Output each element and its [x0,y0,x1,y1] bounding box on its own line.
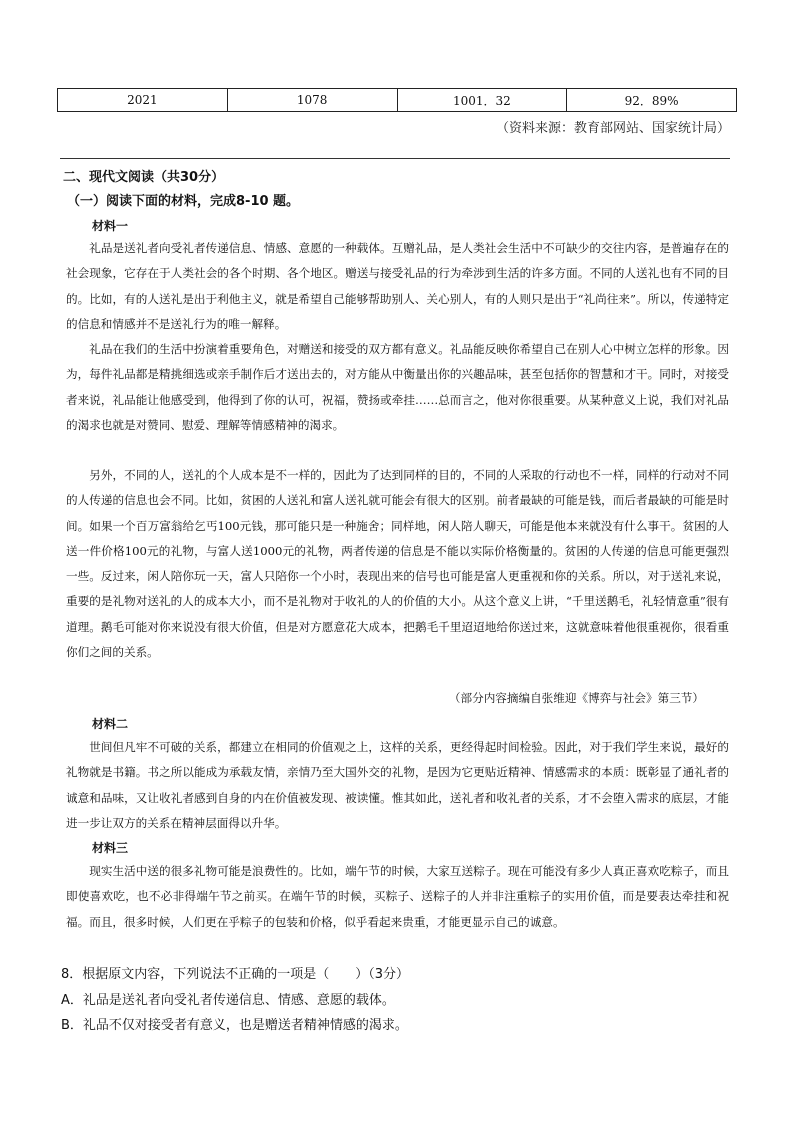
table-cell-value-1: 1078 [227,89,397,112]
material-1-paragraph-3: 另外，不同的人，送礼的个人成本是不一样的，因此为了达到同样的目的，不同的人采取的行动也不一样，同样的行动对不同的人传递的信息也会不同。比如，贫困的人送礼和富人送礼就可能会有很大的区别。前者最缺的可能是钱，而后者最缺的可能是时间。如果一个百万富翁给乞丐100元钱，那可能只是一种施舍；同样地，闲人陪人聊天，可能是他本来就没有什么事干。贫困的人送一件价格100元的礼物，与富人送1000元的礼物，两者传递的信息是不能以实际价格衡量的。贫困的人传递的信息可能更强烈一些。反过来，闲人陪你玩一天，富人只陪你一个小时，表现出来的信号也可能是富人更重视和你的关系。所以，对于送礼来说，重要的是礼物对送礼的人的成本大小，而不是礼物对于收礼的人的价值的大小。从这个意义上讲，“千里送鹅毛，礼轻情意重”很有道理。鹅毛可能对你来说没有很大价值，但是对方愿意花大成本，把鹅毛千里迢迢地给你送过来，这就意味着他很重视你，很看重你们之间的关系。 [66,468,729,660]
section-divider [60,158,730,159]
statistics-table [57,88,737,112]
material-3-label: 材料三 [92,841,129,855]
table-cell-value-2: 1001．32 [397,89,567,112]
material-1-citation: （部分内容摘编自张维迎《博弈与社会》第三节） [448,691,704,705]
material-1-paragraph-1: 礼品是送礼者向受礼者传递信息、情感、意愿的一种载体。互赠礼品，是人类社会生活中不可缺少的交往内容，是普遍存在的社会现象，它存在于人类社会的各个时期、各个地区。赠送与接受礼品的行为牵涉到生活的许多方面。不同的人送礼也有不同的目的。比如，有的人送礼是出于利他主义，就是希望自己能够帮助别人、关心别人，有的人则只是出于“礼尚往来”。所以，传递特定的信息和情感并不是送礼行为的唯一解释。 [66,241,729,331]
material-2-paragraph-1: 世间但凡牢不可破的关系，都建立在相同的价值观之上，这样的关系，更经得起时间检验。因此，对于我们学生来说，最好的礼物就是书籍。书之所以能成为承载友情，亲情乃至大国外交的礼物，是因为它更贴近精神、情感需求的本质：既彰显了通礼者的诚意和品味，又让收礼者感到自身的内在价值被发现、被读懂。惟其如此，送礼者和收礼者的关系，才不会堕入需求的底层，才能进一步让双方的关系在精神层面得以升华。 [66,740,729,830]
question-8-option-b: B．礼品不仅对接受者有意义，也是赠送者精神情感的渴求。 [61,1018,408,1033]
material-2-label: 材料二 [92,717,129,731]
source-note: （资料来源：教育部网站、国家统计局） [495,121,730,136]
table-row [58,89,737,112]
question-8-stem: 8．根据原文内容，下列说法不正确的一项是（ ）（3分） [61,967,410,982]
material-1-paragraph-2: 礼品在我们的生活中扮演着重要角色，对赠送和接受的双方都有意义。礼品能反映你希望自己在别人心中树立怎样的形象。因为，每件礼品都是精挑细选或亲手制作后才送出去的，对方能从中衡量出你的兴趣品味，甚至包括你的智慧和才干。同时，对接受者来说，礼品能让他感受到，他得到了你的认可，祝福，赞扬或牵挂……总而言之，他对你很重要。从某种意义上说，我们对礼品的渴求也就是对赞同、慰爱、理解等情感精神的渴求。 [66,342,729,432]
material-1-label: 材料一 [92,219,129,233]
subsection-title: （一）阅读下面的材料，完成8-10 题。 [67,194,300,209]
question-8-option-a: A．礼品是送礼者向受礼者传递信息、情感、意愿的载体。 [61,993,395,1008]
table-cell-rate: 92．89% [567,89,737,112]
table-cell-year: 2021 [58,89,228,112]
section-title: 二、现代文阅读（共30分） [63,170,225,185]
material-3-paragraph-1: 现实生活中送的很多礼物可能是浪费性的。比如，端午节的时候，大家互送粽子。现在可能没有多少人真正喜欢吃粽子，而且即使喜欢吃，也不必非得端午节之前买。在端午节的时候，买粽子、送粽子的人并非注重粽子的实用价值，而是要表达牵挂和祝福。而且，很多时候，人们更在乎粽子的包装和价格，似乎看起来贵重，才能更显示自己的诚意。 [66,864,729,929]
